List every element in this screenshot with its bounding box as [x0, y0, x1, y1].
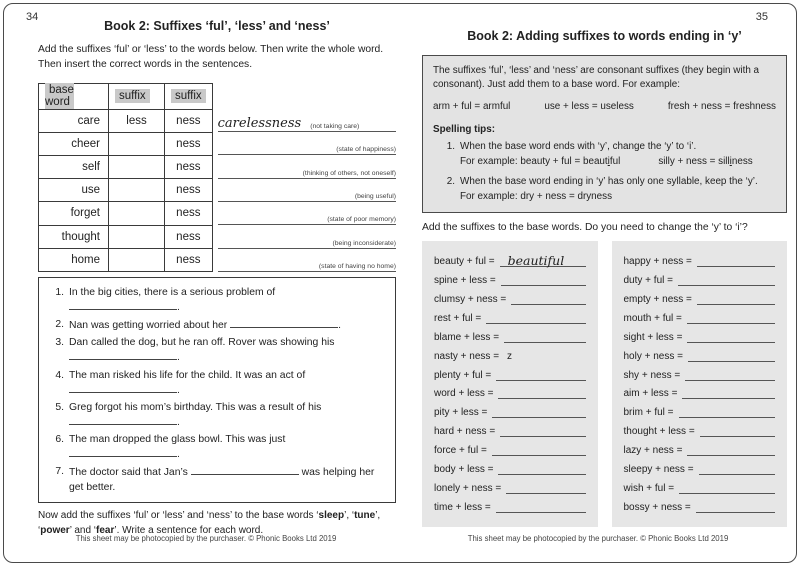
answer-blank[interactable]: [69, 383, 177, 393]
exercise-row: [434, 500, 586, 512]
sentence-text: [69, 401, 385, 430]
answer-hint: (thinking of others, not oneself): [302, 169, 396, 177]
suffix1-cell[interactable]: [109, 132, 165, 155]
answer-blank[interactable]: [69, 415, 177, 425]
exercise-expression: sleepy + ness =: [623, 463, 694, 475]
tip-number: 1.: [446, 141, 455, 153]
sentence-number: 7.: [55, 466, 64, 478]
sentence-number: 6.: [55, 434, 64, 446]
exercise-expression: hard + ness =: [434, 426, 496, 438]
note-segment: Now add the suffixes ‘ful’ or ‘less’ and ‘ness’ to the base words ‘: [38, 509, 319, 521]
exercise-row: [624, 425, 776, 437]
suffix1-cell[interactable]: [109, 202, 165, 225]
exercise-row: [434, 444, 586, 456]
underlined-i: i: [729, 155, 732, 167]
exercise-expression: body + less =: [434, 463, 494, 475]
exercise-expression: clumsy + ness =: [434, 293, 507, 305]
info-examples: [433, 100, 776, 114]
sentence-pre: The doctor said that Jan’s: [69, 467, 188, 479]
exercise-row: [624, 387, 776, 399]
answer-line[interactable]: [679, 482, 775, 494]
sentence-post: .: [177, 302, 180, 314]
answer-blank[interactable]: [69, 350, 177, 360]
exercise-row: [624, 293, 776, 305]
answer-line[interactable]: [696, 501, 775, 513]
exercise-expression: nasty + ness =: [434, 350, 500, 362]
tip-text: [460, 175, 758, 204]
sentence-post: .: [338, 320, 342, 332]
exercise-expression: lonely + ness =: [434, 482, 502, 494]
note-segment: ’. Write a sentence for each word.: [114, 524, 264, 536]
table-row: [39, 156, 213, 179]
note-segment: sleep: [318, 509, 345, 521]
page-title: Book 2: Suffixes ‘ful’, ‘less’ and ‘ness’: [104, 19, 330, 33]
answer-line[interactable]: [679, 406, 775, 418]
note-segment: fear: [96, 524, 115, 536]
exercise-expression: bossy + ness =: [623, 501, 691, 513]
answer-hint: (state of poor memory): [327, 216, 396, 224]
exercise-expression: thought + less =: [623, 426, 695, 438]
handwritten-answer: beautiful: [507, 253, 565, 269]
exercise-row: [624, 406, 776, 418]
exercise-row: [434, 312, 586, 324]
sentence-item: [47, 433, 385, 462]
note-segment: ’ and ‘: [69, 524, 97, 536]
header-suffix-2: [165, 83, 213, 109]
suffix1-cell[interactable]: [109, 248, 165, 271]
copyright-footer: This sheet may be photocopied by the purchaser. © Phonic Books Ltd 2019: [467, 534, 729, 543]
underlined-i: i: [607, 155, 610, 167]
table-row: [39, 109, 213, 132]
exercise-row: [434, 349, 586, 361]
suffix2-cell: ness: [165, 156, 213, 179]
exercise-expression: happy + ness =: [623, 256, 692, 268]
exercise-expression: time + less =: [434, 501, 491, 513]
exercise-row: [434, 368, 586, 380]
base-word-cell: care: [39, 109, 109, 132]
sentence-text: [69, 465, 385, 494]
answer-line[interactable]: [496, 369, 585, 381]
exercise-row: [624, 368, 776, 380]
header-suffix-1: [109, 83, 165, 109]
exercise-row: [434, 274, 586, 286]
answer-line[interactable]: [218, 109, 396, 132]
answer-line[interactable]: [687, 331, 775, 343]
answer-line[interactable]: [682, 387, 775, 399]
header-label: suffix: [115, 89, 150, 103]
suffix2-cell: ness: [165, 225, 213, 248]
answer-line[interactable]: [687, 444, 775, 456]
sentence-text: [69, 318, 385, 333]
exercise-expression: lazy + ness =: [623, 445, 683, 457]
sentence-pre: Nan was getting worried about her: [69, 320, 228, 332]
answer-line[interactable]: [511, 293, 585, 305]
sentence-number: 4.: [55, 369, 64, 381]
answer-line[interactable]: [687, 312, 775, 324]
tip-example: For example: beauty + ful = beaut: [460, 155, 608, 167]
page-title: Book 2: Adding suffixes to words ending in ‘y’: [467, 29, 742, 43]
sentence-box: [38, 277, 396, 503]
answer-blank[interactable]: [69, 300, 177, 310]
exercise-row: [624, 500, 776, 512]
suffix1-cell[interactable]: [109, 179, 165, 202]
exercise-row: [624, 330, 776, 342]
exercise-expression: sight + less =: [623, 331, 683, 343]
answer-line[interactable]: [700, 425, 775, 437]
exercise-expression: wish + ful =: [623, 482, 675, 494]
note-segment: ’, ‘: [344, 509, 355, 521]
page-number: 35: [755, 11, 768, 23]
sentence-number: 2.: [55, 319, 64, 331]
spelling-tip-1: [433, 140, 776, 169]
exercise-expression: pity + less =: [434, 407, 488, 419]
sentence-number: 3.: [55, 337, 64, 349]
exercise-row: [434, 425, 586, 437]
sentence-post: .: [177, 449, 180, 461]
answer-line[interactable]: [688, 350, 775, 362]
table-row: [39, 202, 213, 225]
example-armful: arm + ful = armful: [433, 100, 511, 112]
exercise-row: [434, 387, 586, 399]
note-segment: power: [40, 524, 70, 536]
sentence-pre: The man dropped the glass bowl. This was just: [69, 434, 286, 446]
exercise-row: [624, 463, 776, 475]
sentence-item: [47, 286, 385, 315]
answer-line[interactable]: [678, 274, 775, 286]
suffix2-cell: ness: [165, 132, 213, 155]
spelling-tips-label: Spelling tips:: [433, 124, 495, 136]
exercise-row: [434, 406, 586, 418]
exercise-expression: spine + less =: [434, 275, 496, 287]
answer-blank[interactable]: [230, 318, 338, 328]
instructions-text: Add the suffixes ‘ful’ or ‘less’ to the words below. Then write the whole word. Then insert the correct words in the sentences.: [38, 44, 384, 70]
answer-line[interactable]: [492, 406, 585, 418]
table-row: [39, 248, 213, 271]
answer-line[interactable]: [697, 255, 775, 267]
suffix1-cell: less: [109, 109, 165, 132]
exercise-expression: duty + ful =: [623, 275, 673, 287]
answer-line[interactable]: [218, 155, 396, 178]
sentence-item: [47, 318, 385, 333]
suffix2-cell: ness: [165, 248, 213, 271]
sentence-item: [47, 336, 385, 365]
tip-example: silly + ness = sill: [658, 155, 730, 167]
sentence-text: [69, 369, 385, 398]
example-freshness: fresh + ness = freshness: [667, 100, 776, 112]
exercise-expression: empty + ness =: [623, 293, 692, 305]
answer-line[interactable]: [496, 501, 586, 513]
exercise-row: [624, 312, 776, 324]
note-segment: ’, ‘: [38, 509, 381, 536]
exercise-row: [624, 349, 776, 361]
header-label: base word: [45, 84, 74, 109]
page-35: [402, 0, 794, 566]
example-useless: use + less = useless: [544, 100, 634, 112]
sentence-pre: Dan called the dog, but he ran off. Rover was showing his: [69, 337, 335, 349]
tip-rule: When the base word ending in ‘y’ has only one syllable, keep the ‘y’.: [460, 176, 758, 188]
table-header-row: [39, 83, 213, 109]
base-word-cell: use: [39, 179, 109, 202]
table-and-answers: [38, 83, 396, 272]
answer-hint: (state of happiness): [336, 146, 396, 154]
answer-blank[interactable]: [191, 465, 299, 475]
tip-number: 2.: [446, 176, 455, 188]
answer-line[interactable]: [699, 463, 775, 475]
sentence-pre: Greg forgot his mom’s birthday. This was a result of his: [69, 401, 322, 413]
suffix-table: [38, 83, 213, 272]
answers-area: [218, 83, 396, 272]
sentence-pre: In the big cities, there is a serious problem of: [69, 286, 276, 298]
info-box: [422, 55, 787, 213]
table-row: [39, 132, 213, 155]
suffix2-cell: ness: [165, 202, 213, 225]
suffix2-cell: ness: [165, 179, 213, 202]
answer-line[interactable]: [498, 387, 585, 399]
exercise-row: [434, 482, 586, 494]
table-row: [39, 225, 213, 248]
exercise-row: [624, 444, 776, 456]
answer-line[interactable]: [500, 425, 585, 437]
copyright-footer: This sheet may be photocopied by the purchaser. © Phonic Books Ltd 2019: [75, 534, 337, 543]
answer-line[interactable]: [506, 482, 585, 494]
table-row: [39, 179, 213, 202]
tip-rule: When the base word ends with ‘y’, change the ‘y’ to ‘i’.: [460, 141, 697, 153]
exercise-row: [434, 463, 586, 475]
exercise-expression: blame + less =: [434, 331, 500, 343]
page-34: [10, 0, 402, 566]
exercise-instruction: Add the suffixes to the base words. Do you need to change the ‘y’ to ‘i’?: [422, 221, 748, 233]
answer-line[interactable]: [685, 369, 775, 381]
base-word-cell: home: [39, 248, 109, 271]
suffix1-cell[interactable]: [109, 225, 165, 248]
exercise-expression: aim + less =: [623, 388, 678, 400]
exercise-row: [624, 274, 776, 286]
exercise-column-right: [612, 241, 788, 527]
handwritten-answer: carelessness: [217, 116, 302, 132]
sentence-post: .: [177, 384, 180, 396]
written-answer: z: [507, 350, 513, 362]
tip-example: ful: [609, 155, 621, 167]
header-base-word: [39, 83, 109, 109]
exercise-expression: shy + ness =: [623, 369, 681, 381]
answer-line[interactable]: [498, 463, 585, 475]
exercise-row: [434, 255, 586, 267]
exercise-expression: plenty + ful =: [434, 369, 492, 381]
sentence-post: was helping her get better.: [69, 467, 375, 493]
sentence-text: [69, 336, 385, 365]
exercise-expression: brim + ful =: [623, 407, 674, 419]
sentence-item: [47, 401, 385, 430]
answer-line[interactable]: [218, 132, 396, 155]
sentence-number: 5.: [55, 401, 64, 413]
sentence-number: 1.: [55, 286, 64, 298]
exercise-column-left: [422, 241, 598, 527]
sentence-item: [47, 465, 385, 494]
answer-line[interactable]: [504, 331, 585, 343]
header-label: suffix: [171, 89, 206, 103]
sentence-pre: The man risked his life for the child. It was an act of: [69, 369, 306, 381]
base-word-cell: forget: [39, 202, 109, 225]
answer-hint: (not taking care): [310, 123, 360, 131]
sentence-item: [47, 369, 385, 398]
info-intro: The suffixes ‘ful’, ‘less’ and ‘ness’ are consonant suffixes (they begin with a consonant). Just add them to a base word. For example:: [433, 65, 760, 91]
tip-example: ness: [731, 155, 753, 167]
suffix2-cell: ness: [165, 109, 213, 132]
exercise-row: [434, 330, 586, 342]
answer-line[interactable]: [218, 249, 396, 272]
base-word-cell: self: [39, 156, 109, 179]
exercise-columns: [422, 241, 787, 527]
exercise-row: [434, 293, 586, 305]
exercise-row: [624, 255, 776, 267]
spelling-tip-2: [433, 175, 776, 204]
base-word-cell: cheer: [39, 132, 109, 155]
exercise-expression: mouth + ful =: [623, 312, 682, 324]
answer-hint: (being inconsiderate): [332, 239, 396, 247]
suffix1-cell[interactable]: [109, 156, 165, 179]
answer-line[interactable]: [486, 312, 585, 324]
exercise-expression: beauty + ful =: [434, 256, 495, 268]
answer-line[interactable]: [501, 274, 586, 286]
sentence-text: [69, 433, 385, 462]
answer-line[interactable]: [218, 225, 396, 248]
page-number: 34: [26, 11, 39, 23]
answer-hint: (being useful): [354, 193, 396, 201]
note-segment: tune: [354, 509, 376, 521]
answer-line[interactable]: [218, 179, 396, 202]
tip-example: For example: dry + ness = dryness: [460, 190, 613, 202]
answer-line[interactable]: [697, 293, 775, 305]
sentence-text: [69, 286, 385, 315]
suffix-table-body: [39, 109, 213, 271]
tip-text: [460, 140, 753, 169]
sentence-post: .: [177, 417, 180, 429]
answer-hint: (state of having no home): [318, 262, 396, 270]
exercise-expression: force + ful =: [434, 445, 487, 457]
sentence-post: .: [177, 352, 180, 364]
answer-line[interactable]: [492, 444, 586, 456]
exercise-expression: holy + ness =: [623, 350, 683, 362]
answer-line[interactable]: [500, 255, 586, 267]
base-word-cell: thought: [39, 225, 109, 248]
answer-blank[interactable]: [69, 447, 177, 457]
exercise-expression: rest + ful =: [434, 312, 482, 324]
exercise-row: [624, 482, 776, 494]
exercise-expression: word + less =: [434, 388, 494, 400]
answer-line[interactable]: [218, 202, 396, 225]
